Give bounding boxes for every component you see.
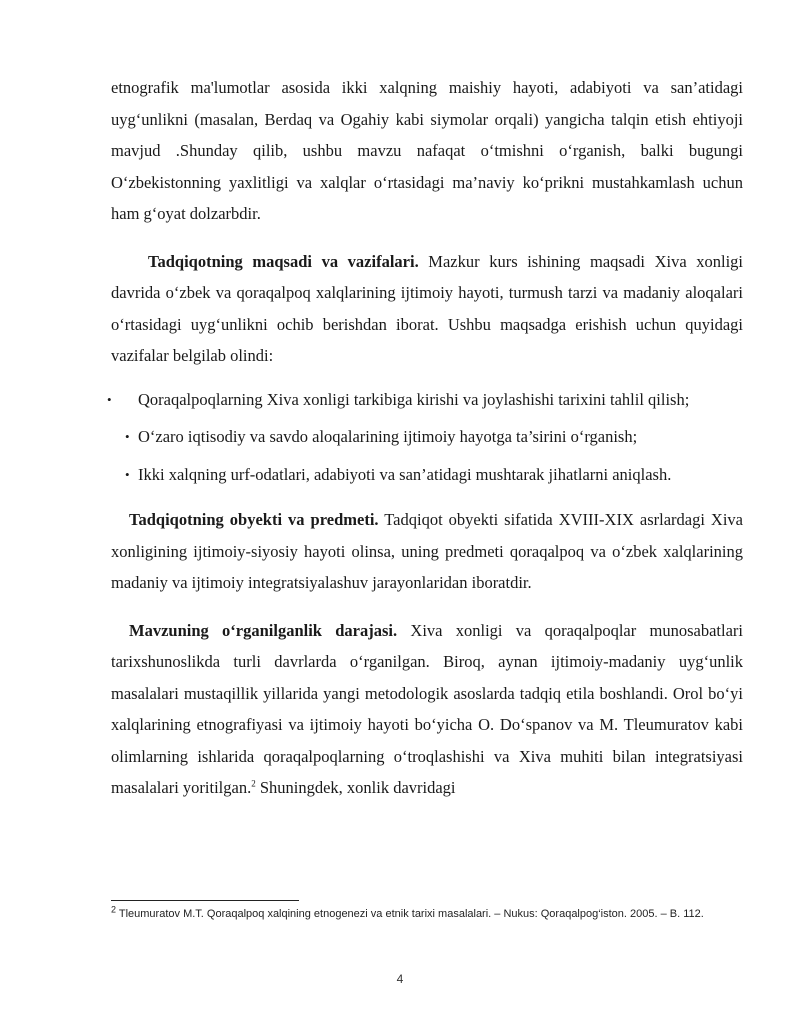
footnote	[111, 906, 743, 923]
object-paragraph	[111, 504, 743, 599]
degree-paragraph	[111, 615, 743, 804]
footnote-reference[interactable]: 2	[251, 778, 256, 789]
goal-heading: Tadqiqotning maqsadi va vazifalari.	[148, 251, 419, 271]
goal-paragraph	[111, 246, 743, 372]
degree-heading: Mavzuning o‘rganilganlik darajasi.	[129, 620, 398, 640]
degree-tail: Shuningdek, xonlik davridagi	[255, 778, 456, 797]
bullet-icon: •	[125, 429, 130, 444]
page-number: 4	[396, 972, 404, 986]
bullet-icon: •	[125, 466, 130, 482]
goal-text: Mazkur kurs ishining maqsadi Xiva xonligi davrida o‘zbek va qoraqalpoq xalqlarining ijtimoiy hayoti, turmush tarzi va madaniy aloqalari o‘rtasidagi uyg‘unlikni ochib berishdan iborat. Ushbu maqsadga erishish uchun quyidagi vazifalar belgilab olindi:	[111, 251, 743, 365]
task-list	[107, 384, 743, 491]
list-item: • Qoraqalpoqlarning Xiva xonligi tarkibiga kirishi va joylashishi tarixini tahlil qilish;	[107, 389, 690, 409]
intro-paragraph: etnografik ma'lumotlar asosida ikki xalqning maishiy hayoti, adabiyoti va san’atidagi uyg‘unlikni (masalan, Berdaq va Ogahiy kabi siymolar orqali) yangicha talqin etish ehtiyoji mavjud .Shunday qilib, ushbu mavzu nafaqat o‘tmishni o‘rganish, balki bugungi O‘zbekistonning yaxlitligi va xalqlar o‘rtasidagi ma’naviy ko‘prikni mustahkamlash uchun ham g‘oyat dolzarbdir.	[111, 78, 743, 223]
object-text: Tadqiqot obyekti sifatida XVIII-XIX asrlardagi Xiva xonligining ijtimoiy-siyosiy hayoti olinsa, uning predmeti qoraqalpoq va o‘zbek xalqlarining madaniy va ijtimoiy integratsiyalashuv jarayonlaridan iboratdir.	[111, 510, 743, 592]
task-text: Qoraqalpoqlarning Xiva xonligi tarkibiga kirishi va joylashishi tarixini tahlil qilish;	[138, 389, 690, 409]
task-text: Ikki xalqning urf-odatlari, adabiyoti va san’atidagi mushtarak jihatlarni aniqlash.	[138, 464, 672, 484]
footnote-text: Tleumuratov M.T. Qoraqalpoq xalqining etnogenezi va etnik tarixi masalalari. – Nukus: Qoraqalpog‘iston. 2005. – B. 112.	[116, 908, 704, 920]
task-text: O‘zaro iqtisodiy va savdo aloqalarining ijtimoiy hayotga ta’sirini o‘rganish;	[138, 427, 638, 446]
footnote-divider	[111, 900, 299, 901]
body-text	[107, 72, 743, 804]
object-heading: Tadqiqotning obyekti va predmeti.	[129, 510, 379, 529]
list-item	[125, 459, 743, 491]
degree-text: Xiva xonligi va qoraqalpoqlar munosabatlari tarixshunoslikda turli davrlarda o‘rganilgan. Biroq, aynan ijtimoiy-madaniy uyg‘unlik masalalari mustaqillik yillarida yangi metodologik asoslarda tadqiq etila boshlandi. Orol bo‘yi xalqlarining etnografiyasi va ijtimoiy hayoti bo‘yicha O. Do‘spanov va M. Tleumuratov kabi olimlarning ishlarida qoraqalpoqlarning o‘troqlashishi va Xiva muhiti bilan integratsiyasi masalalari yoritilgan.	[111, 620, 743, 797]
footnote-marker: 2	[111, 904, 117, 915]
list-item	[125, 421, 743, 453]
